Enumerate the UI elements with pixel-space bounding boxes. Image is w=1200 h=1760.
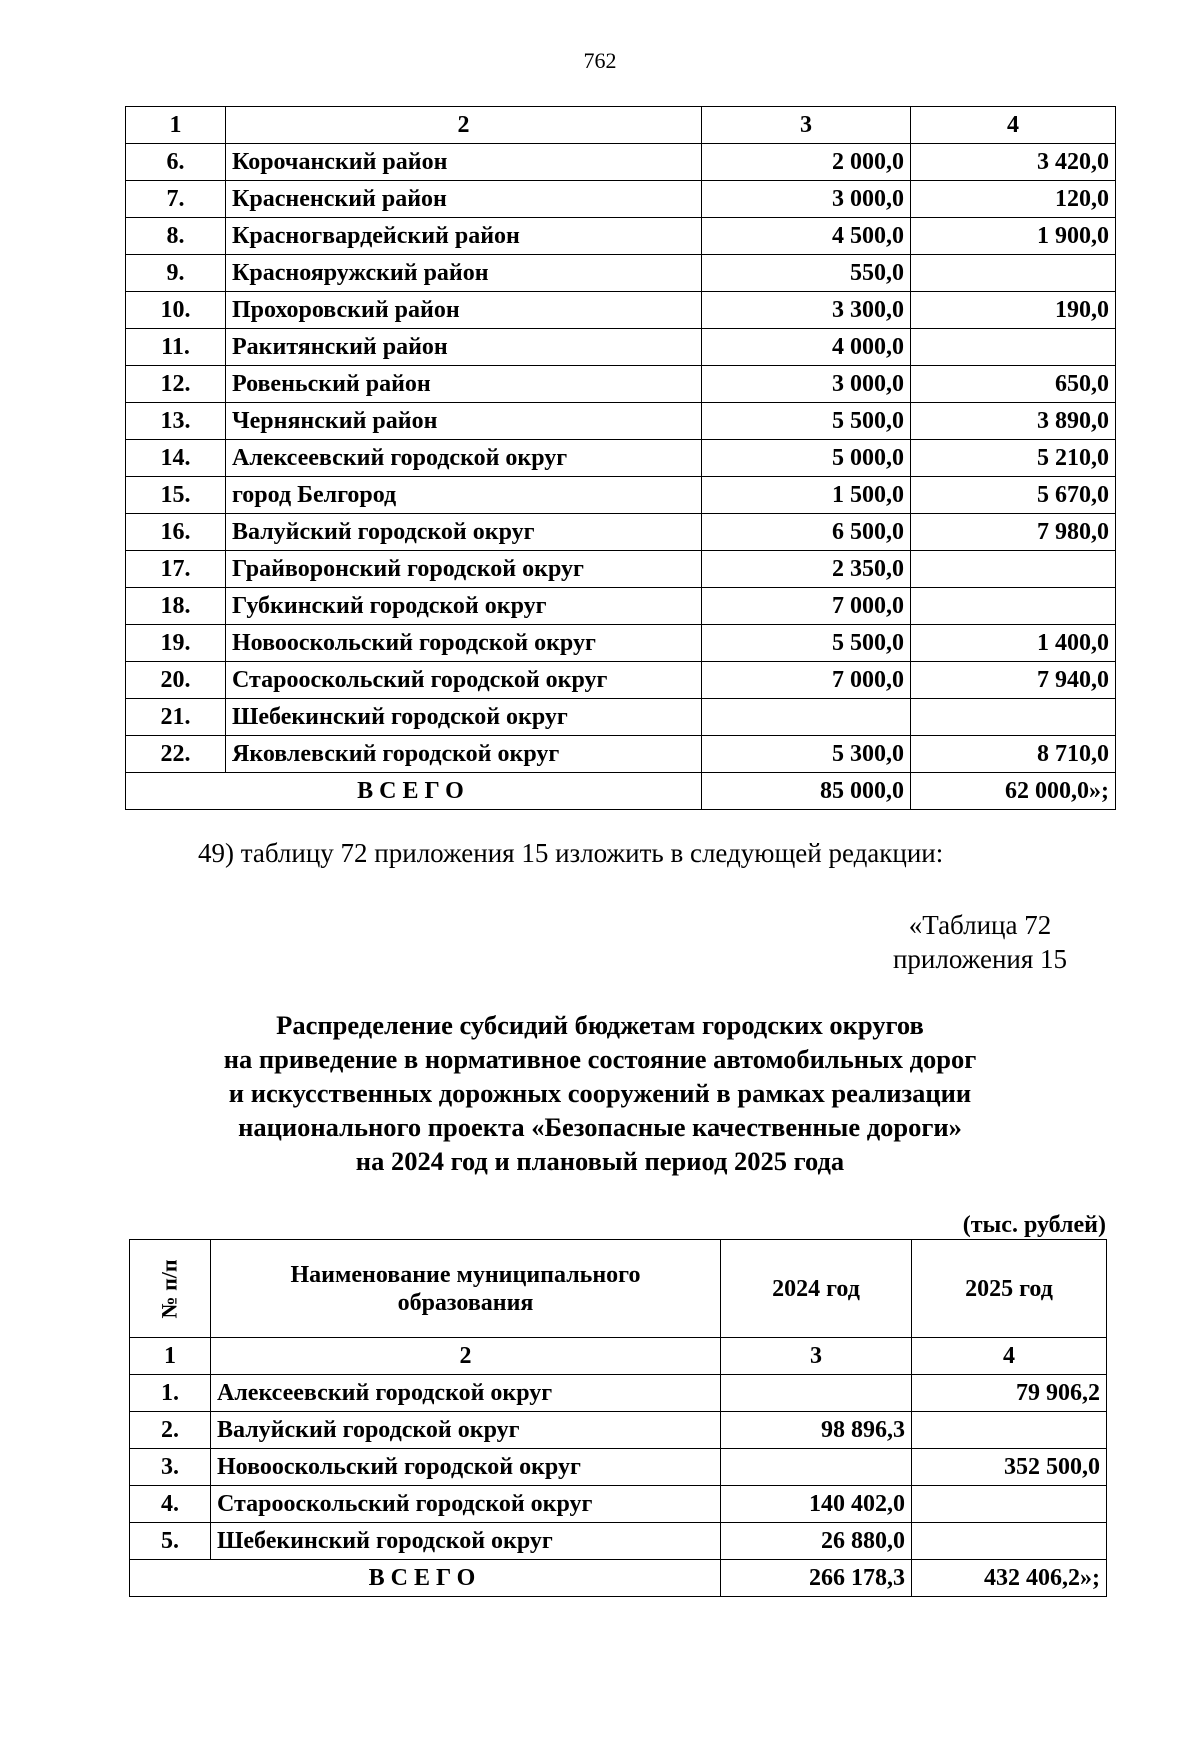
table-row: [126, 477, 1116, 514]
title-line: Распределение субсидий бюджетам городских округов: [276, 1010, 924, 1040]
value-2024: [721, 1375, 912, 1412]
value-col3: 5 300,0: [702, 736, 911, 773]
row-number: 5.: [130, 1523, 211, 1560]
row-number: 16.: [126, 514, 226, 551]
value-2025: [912, 1523, 1107, 1560]
column-index: 4: [912, 1338, 1107, 1375]
header-year-2025: 2025 год: [912, 1240, 1107, 1338]
header-row: [130, 1240, 1107, 1338]
row-number: 20.: [126, 662, 226, 699]
title-line: на 2024 год и плановый период 2025 года: [355, 1146, 845, 1176]
header-number-text: № п/п: [156, 1258, 182, 1319]
municipality-name: Краснояружский район: [226, 255, 702, 292]
total-label: ВСЕГО: [130, 1560, 721, 1597]
value-2025: 352 500,0: [912, 1449, 1107, 1486]
value-col3: 3 300,0: [702, 292, 911, 329]
table-reference-line: приложения 15: [892, 944, 1068, 974]
municipality-name: Чернянский район: [226, 403, 702, 440]
value-col3: 5 500,0: [702, 625, 911, 662]
municipality-name: Алексеевский городской округ: [211, 1375, 721, 1412]
value-2024: [721, 1449, 912, 1486]
row-number: 11.: [126, 329, 226, 366]
row-number: 9.: [126, 255, 226, 292]
value-col4: [911, 255, 1116, 292]
value-col3: 3 000,0: [702, 181, 911, 218]
table-row: [126, 181, 1116, 218]
column-index-row: [126, 107, 1116, 144]
municipality-name: Шебекинский городской округ: [226, 699, 702, 736]
value-col4: 3 420,0: [911, 144, 1116, 181]
value-col3: [702, 699, 911, 736]
row-number: 19.: [126, 625, 226, 662]
value-col3: 550,0: [702, 255, 911, 292]
table-row: [126, 218, 1116, 255]
municipality-name: Старооскольский городской округ: [211, 1486, 721, 1523]
row-number: 1.: [130, 1375, 211, 1412]
row-number: 22.: [126, 736, 226, 773]
value-2025: [912, 1412, 1107, 1449]
value-col4: [911, 551, 1116, 588]
table-row: [130, 1375, 1107, 1412]
value-col3: 4 500,0: [702, 218, 911, 255]
table-row: [126, 144, 1116, 181]
row-number: 14.: [126, 440, 226, 477]
header-number: [130, 1240, 211, 1338]
row-number: 18.: [126, 588, 226, 625]
value-col3: 4 000,0: [702, 329, 911, 366]
municipality-name: Ракитянский район: [226, 329, 702, 366]
table-row: [126, 440, 1116, 477]
municipality-name: Алексеевский городской округ: [226, 440, 702, 477]
value-col4: [911, 329, 1116, 366]
column-index: 2: [226, 107, 702, 144]
value-col3: 3 000,0: [702, 366, 911, 403]
value-2024: 140 402,0: [721, 1486, 912, 1523]
municipal-allocation-table-continued: [125, 106, 1116, 810]
municipality-name: Яковлевский городской округ: [226, 736, 702, 773]
title-line: и искусственных дорожных сооружений в рамках реализации: [228, 1078, 972, 1108]
table-row: [130, 1449, 1107, 1486]
table-row: [126, 292, 1116, 329]
page-number: 762: [583, 48, 617, 73]
municipality-name: Валуйский городской округ: [211, 1412, 721, 1449]
value-col4: 3 890,0: [911, 403, 1116, 440]
municipality-name: Грайворонский городской округ: [226, 551, 702, 588]
total-value-col4: 62 000,0»;: [911, 773, 1116, 810]
total-row: [126, 773, 1116, 810]
column-index: 1: [126, 107, 226, 144]
table-row: [130, 1412, 1107, 1449]
row-number: 15.: [126, 477, 226, 514]
value-col4: 650,0: [911, 366, 1116, 403]
value-2024: 98 896,3: [721, 1412, 912, 1449]
value-col3: 1 500,0: [702, 477, 911, 514]
table-row: [126, 736, 1116, 773]
row-number: 6.: [126, 144, 226, 181]
value-col4: 1 400,0: [911, 625, 1116, 662]
column-index: 4: [911, 107, 1116, 144]
header-municipality: Наименование муниципального образования: [211, 1240, 721, 1338]
total-value-2024: 266 178,3: [721, 1560, 912, 1597]
value-col4: [911, 588, 1116, 625]
row-number: 17.: [126, 551, 226, 588]
value-col3: 7 000,0: [702, 662, 911, 699]
column-index: 1: [130, 1338, 211, 1375]
municipality-name: Новооскольский городской округ: [226, 625, 702, 662]
title-line: национального проекта «Безопасные качественные дороги»: [238, 1112, 962, 1142]
value-col4: 7 940,0: [911, 662, 1116, 699]
column-index-row: [130, 1338, 1107, 1375]
value-col3: 7 000,0: [702, 588, 911, 625]
municipality-name: Губкинский городской округ: [226, 588, 702, 625]
table-row: [126, 551, 1116, 588]
total-row: [130, 1560, 1107, 1597]
row-number: 10.: [126, 292, 226, 329]
total-label: ВСЕГО: [126, 773, 702, 810]
municipality-name: Красногвардейский район: [226, 218, 702, 255]
table-reference: [880, 908, 1080, 976]
value-2025: 79 906,2: [912, 1375, 1107, 1412]
units-label: (тыс. рублей): [962, 1212, 1106, 1238]
title-line: на приведение в нормативное состояние автомобильных дорог: [223, 1044, 977, 1074]
table-row: [126, 255, 1116, 292]
total-value-col3: 85 000,0: [702, 773, 911, 810]
value-col3: 2 350,0: [702, 551, 911, 588]
value-col4: [911, 699, 1116, 736]
municipality-name: Красненский район: [226, 181, 702, 218]
row-number: 8.: [126, 218, 226, 255]
header-year-2024: 2024 год: [721, 1240, 912, 1338]
column-index: 3: [721, 1338, 912, 1375]
value-col4: 5 670,0: [911, 477, 1116, 514]
table-row: [126, 403, 1116, 440]
row-number: 2.: [130, 1412, 211, 1449]
row-number: 7.: [126, 181, 226, 218]
column-index: 2: [211, 1338, 721, 1375]
table-reference-line: «Таблица 72: [908, 910, 1052, 940]
municipality-name: Корочанский район: [226, 144, 702, 181]
table-row: [126, 588, 1116, 625]
table-row: [126, 366, 1116, 403]
table-row: [130, 1523, 1107, 1560]
municipality-name: Старооскольский городской округ: [226, 662, 702, 699]
value-col4: 190,0: [911, 292, 1116, 329]
row-number: 13.: [126, 403, 226, 440]
table-row: [126, 329, 1116, 366]
value-col3: 5 000,0: [702, 440, 911, 477]
row-number: 21.: [126, 699, 226, 736]
amendment-paragraph: 49) таблицу 72 приложения 15 изложить в следующей редакции:: [198, 838, 944, 868]
value-col4: 7 980,0: [911, 514, 1116, 551]
municipality-name: Новооскольский городской округ: [211, 1449, 721, 1486]
value-col4: 8 710,0: [911, 736, 1116, 773]
total-value-2025: 432 406,2»;: [912, 1560, 1107, 1597]
value-2024: 26 880,0: [721, 1523, 912, 1560]
subsidy-distribution-table: [129, 1239, 1107, 1597]
value-col3: 6 500,0: [702, 514, 911, 551]
table-title: [0, 1008, 1200, 1178]
municipality-name: Шебекинский городской округ: [211, 1523, 721, 1560]
value-col3: 2 000,0: [702, 144, 911, 181]
table-row: [126, 625, 1116, 662]
value-col4: 1 900,0: [911, 218, 1116, 255]
value-col4: 5 210,0: [911, 440, 1116, 477]
table-row: [126, 699, 1116, 736]
row-number: 12.: [126, 366, 226, 403]
municipality-name: Ровеньский район: [226, 366, 702, 403]
table-row: [126, 662, 1116, 699]
municipality-name: Прохоровский район: [226, 292, 702, 329]
value-2025: [912, 1486, 1107, 1523]
table-row: [126, 514, 1116, 551]
row-number: 3.: [130, 1449, 211, 1486]
row-number: 4.: [130, 1486, 211, 1523]
value-col3: 5 500,0: [702, 403, 911, 440]
column-index: 3: [702, 107, 911, 144]
municipality-name: город Белгород: [226, 477, 702, 514]
value-col4: 120,0: [911, 181, 1116, 218]
municipality-name: Валуйский городской округ: [226, 514, 702, 551]
table-row: [130, 1486, 1107, 1523]
